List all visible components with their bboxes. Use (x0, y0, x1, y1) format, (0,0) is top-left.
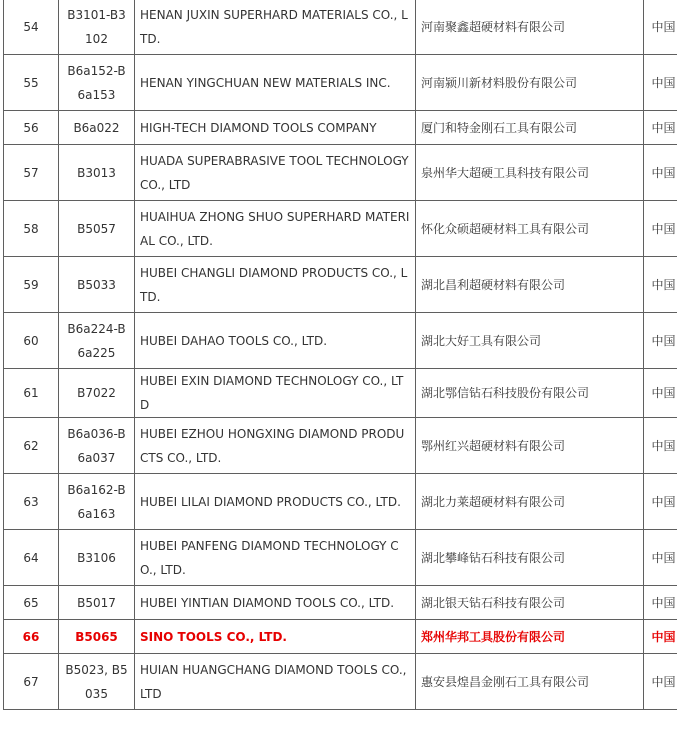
table-row (4, 313, 677, 369)
company-name-cn: 湖北大好工具有限公司 (416, 313, 644, 369)
company-name-en: HUBEI CHANGLI DIAMOND PRODUCTS CO., LTD. (135, 257, 416, 313)
booth-code: B5017 (59, 586, 135, 620)
row-number: 61 (4, 369, 59, 418)
company-name-cn: 河南颍川新材料股份有限公司 (416, 55, 644, 111)
company-name-en: HIGH-TECH DIAMOND TOOLS COMPANY (135, 111, 416, 145)
table-row (4, 0, 677, 55)
booth-code: B5057 (59, 201, 135, 257)
row-number: 60 (4, 313, 59, 369)
row-number: 65 (4, 586, 59, 620)
company-name-cn: 湖北昌利超硬材料有限公司 (416, 257, 644, 313)
table-row (4, 654, 677, 710)
row-number: 54 (4, 0, 59, 55)
company-name-cn: 惠安县煌昌金刚石工具有限公司 (416, 654, 644, 710)
booth-code: B3013 (59, 145, 135, 201)
country: 中国 (644, 55, 677, 111)
company-name-cn: 厦门和特金刚石工具有限公司 (416, 111, 644, 145)
company-name-en: HUIAN HUANGCHANG DIAMOND TOOLS CO., LTD (135, 654, 416, 710)
company-name-en: HUADA SUPERABRASIVE TOOL TECHNOLOGY CO., LTD (135, 145, 416, 201)
company-name-en: HUAIHUA ZHONG SHUO SUPERHARD MATERIAL CO., LTD. (135, 201, 416, 257)
row-number: 59 (4, 257, 59, 313)
row-number: 67 (4, 654, 59, 710)
row-number: 55 (4, 55, 59, 111)
company-name-en: HENAN JUXIN SUPERHARD MATERIALS CO., LTD. (135, 0, 416, 55)
booth-code: B3106 (59, 530, 135, 586)
booth-code: B5065 (59, 620, 135, 654)
table-row (4, 530, 677, 586)
company-name-cn: 泉州华大超硬工具科技有限公司 (416, 145, 644, 201)
country: 中国 (644, 145, 677, 201)
country: 中国 (644, 111, 677, 145)
country: 中国 (644, 201, 677, 257)
booth-code: B6a022 (59, 111, 135, 145)
company-name-en: SINO TOOLS CO., LTD. (135, 620, 416, 654)
company-name-cn: 怀化众硕超硬材料工具有限公司 (416, 201, 644, 257)
booth-code: B3101-B3102 (59, 0, 135, 55)
row-number: 58 (4, 201, 59, 257)
company-name-en: HUBEI EZHOU HONGXING DIAMOND PRODUCTS CO., LTD. (135, 418, 416, 474)
table-row (4, 111, 677, 145)
company-name-cn: 鄂州红兴超硬材料有限公司 (416, 418, 644, 474)
table-row-highlighted (4, 620, 677, 654)
table-row (4, 586, 677, 620)
country: 中国 (644, 474, 677, 530)
country: 中国 (644, 530, 677, 586)
company-name-en: HUBEI DAHAO TOOLS CO., LTD. (135, 313, 416, 369)
row-number: 64 (4, 530, 59, 586)
company-name-cn: 河南聚鑫超硬材料有限公司 (416, 0, 644, 55)
company-name-cn: 湖北鄂信钻石科技股份有限公司 (416, 369, 644, 418)
company-name-en: HENAN YINGCHUAN NEW MATERIALS INC. (135, 55, 416, 111)
exhibitor-table (3, 0, 677, 710)
country: 中国 (644, 586, 677, 620)
company-name-cn: 郑州华邦工具股份有限公司 (416, 620, 644, 654)
booth-code: B6a036-B6a037 (59, 418, 135, 474)
company-name-cn: 湖北力莱超硬材料有限公司 (416, 474, 644, 530)
table-row (4, 369, 677, 418)
booth-code: B5033 (59, 257, 135, 313)
table-row (4, 145, 677, 201)
country: 中国 (644, 0, 677, 55)
booth-code: B7022 (59, 369, 135, 418)
booth-code: B6a224-B6a225 (59, 313, 135, 369)
country: 中国 (644, 620, 677, 654)
country: 中国 (644, 313, 677, 369)
table-row (4, 418, 677, 474)
country: 中国 (644, 418, 677, 474)
booth-code: B6a162-B6a163 (59, 474, 135, 530)
row-number: 63 (4, 474, 59, 530)
company-name-cn: 湖北银天钻石科技有限公司 (416, 586, 644, 620)
company-name-en: HUBEI PANFENG DIAMOND TECHNOLOGY CO., LTD. (135, 530, 416, 586)
booth-code: B6a152-B6a153 (59, 55, 135, 111)
company-name-en: HUBEI EXIN DIAMOND TECHNOLOGY CO., LTD (135, 369, 416, 418)
row-number: 66 (4, 620, 59, 654)
table-row (4, 474, 677, 530)
country: 中国 (644, 257, 677, 313)
booth-code: B5023, B5035 (59, 654, 135, 710)
table-row (4, 55, 677, 111)
row-number: 62 (4, 418, 59, 474)
company-name-en: HUBEI LILAI DIAMOND PRODUCTS CO., LTD. (135, 474, 416, 530)
row-number: 56 (4, 111, 59, 145)
table-row (4, 201, 677, 257)
table-row (4, 257, 677, 313)
country: 中国 (644, 654, 677, 710)
company-name-cn: 湖北攀峰钻石科技有限公司 (416, 530, 644, 586)
company-name-en: HUBEI YINTIAN DIAMOND TOOLS CO., LTD. (135, 586, 416, 620)
row-number: 57 (4, 145, 59, 201)
country: 中国 (644, 369, 677, 418)
